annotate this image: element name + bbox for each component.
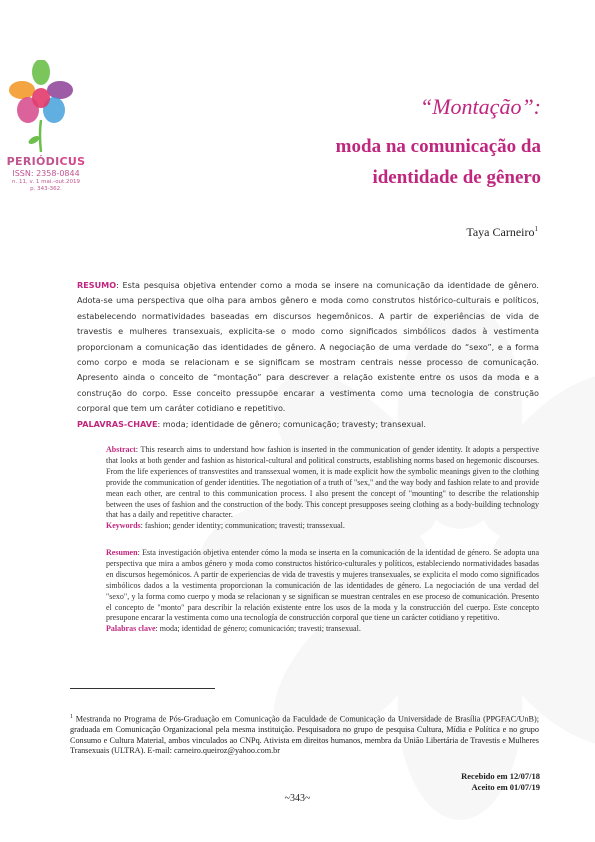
article-title bbox=[336, 93, 541, 190]
resumen-paragraph bbox=[106, 548, 539, 624]
resumen-keywords: Palabras clave: moda; identidad de género; comunicación; travesti; transexual. bbox=[106, 624, 361, 634]
footnote bbox=[70, 712, 539, 757]
resumo-keywords: PALAVRAS-CHAVE: moda; identidade de gênero; comunicação; travesty; transexual. bbox=[77, 418, 426, 429]
palabras-clave-label: Palabras clave bbox=[106, 624, 156, 634]
submission-dates bbox=[461, 771, 540, 793]
author-footnote-marker[interactable]: 1 bbox=[534, 225, 538, 233]
journal-name: PERIÓDICUS bbox=[6, 155, 86, 168]
accepted-date: Aceito em 01/07/19 bbox=[471, 782, 540, 792]
abstract-text: : This research aims to understand how fashion is inserted in the communication of gender identity. It adopts a perspective that looks at both gender and fashion as historical-cultural and political constructs, establishing norms based on hegemonic discourses. From the life experiences of transvestites and transsexual women, it is made explicit how the symbolic meanings given to the clothing provide the communication of gender identities. The negotiation of a truth of "sex," and the way body and fashion relate to and provide mean each other, are central to this communication process. I also present the concept of "mounting" to describe the relationship between the uses of fashion and the construction of the body. This concept presupposes seeing clothing as a body-building technology that has a daily and repetitive character. bbox=[106, 445, 539, 520]
footnote-text: Mestranda no Programa de Pós-Graduação em Comunicação da Faculdade de Comunicação da Universidade de Brasília (PPGFAC/UnB); graduada em Comunicação Organizacional pela mesma instituição. Pesquisadora no grupo de pesquisa Cultura, Mídia e Política e no grupo Consumo e Cultura Material, ambos vinculados ao CNPq. Ativista em direitos humanos, membra da União Libertária de Travestis e Mulheres Transexuais (ULTRA). E-mail: carneiro.queiroz@yahoo.com.br bbox=[70, 714, 539, 756]
journal-block bbox=[6, 155, 86, 192]
page-number: ~343~ bbox=[284, 793, 311, 804]
journal-pages: p. 343-362. bbox=[30, 186, 62, 192]
footnote-marker: 1 bbox=[70, 714, 73, 720]
abstract-block bbox=[106, 445, 539, 532]
palavras-chave-label: PALAVRAS-CHAVE bbox=[77, 418, 158, 429]
abstract-keywords: Keywords: fashion; gender identity; communication; travesti; transsexual. bbox=[106, 521, 345, 531]
title-line-2: moda na comunicação da bbox=[335, 136, 541, 157]
footnote-divider bbox=[70, 688, 215, 689]
journal-volume: n. 11, v. 1 mai.-out.2019 bbox=[12, 179, 80, 185]
resumo-label: RESUMO bbox=[77, 280, 117, 290]
abstract-paragraph bbox=[106, 445, 539, 521]
flower-logo-icon bbox=[8, 60, 74, 165]
abstract-label: Abstract bbox=[106, 445, 136, 454]
journal-issn: ISSN: 2358-0844 bbox=[12, 169, 80, 178]
resumo-text: : Esta pesquisa objetiva entender como a moda se insere na comunicação da identidade de gênero. Adota-se uma perspectiva que olha para ambos gênero e moda como construtos histórico-culturais e políticos, estabelecendo normatividades baseadas em discursos hegemônicos. A partir de experiências de vida de travestis e mulheres transexuais, explicita-se o modo como significados simbólicos dados à vestimenta proporcionam a comunicação das identidades de gênero. A negociação de uma verdade do “sexo”, e a forma como corpo e moda se relacionam e se significam se mostram centrais nesse processo de comunicação. Apresento ainda o conceito de “montação” para descrever a relação existente entre os usos da moda e a construção do corpo. Esse conceito pressupõe encarar a vestimenta como uma tecnologia de construção corporal que tem um caráter cotidiano e repetitivo. bbox=[77, 280, 539, 414]
resumen-text: : Esta investigación objetiva entender cómo la moda se inserta en la comunicación de la identidad de género. Se adopta una perspectiva que mira a ambos género y moda como constructos histórico-culturales y políticos, estableciendo normatividades basadas en discursos hegemónicos. A partir de experiencias de vida de travestis y mujeres transexuales, se explicita el modo como significados simbólicos dados a la vestimenta proporcionan la comunicación de las identidades de género. La negociación de una verdad del "sexo", y la forma como cuerpo y moda se relacionan y se significan se muestran centrales en ese proceso de comunicación. Presento el concepto de "monto" para describir la relación existente entre los usos de la moda y la construcción del cuerpo. Este concepto presupone encarar la vestimenta como una tecnología de construcción corporal que tiene un carácter cotidiano y repetitivo. bbox=[106, 548, 539, 623]
keywords-label: Keywords bbox=[106, 521, 141, 531]
author-name: Taya Carneiro$^1$ bbox=[466, 225, 538, 239]
resumo-paragraph bbox=[77, 278, 539, 417]
title-line-1: “Montação”: bbox=[420, 94, 541, 119]
resumen-block bbox=[106, 548, 539, 635]
resumo-block bbox=[77, 278, 539, 432]
received-date: Recebido em 12/07/18 bbox=[461, 771, 540, 781]
resumen-label: Resumen bbox=[106, 548, 138, 557]
title-line-3: identidade de gênero bbox=[372, 167, 541, 188]
